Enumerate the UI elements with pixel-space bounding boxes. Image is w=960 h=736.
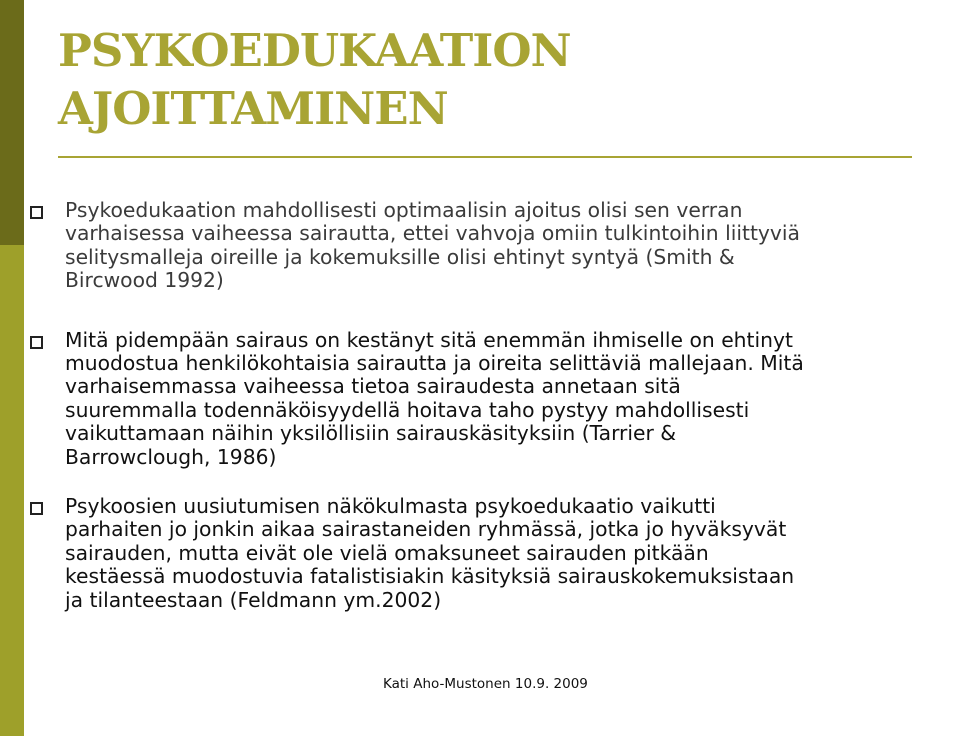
bullet-item bbox=[30, 329, 955, 469]
sidebar-accent-dark bbox=[0, 0, 24, 245]
slide-title: PSYKOEDUKAATION AJOITTAMINEN bbox=[58, 24, 571, 135]
bullet-item bbox=[30, 495, 955, 612]
bullet-text: Psykoosien uusiutumisen näkökulmasta psykoedukaatio vaikutti parhaiten jo jonkin aikaa sairastaneiden ryhmässä, jotka jo hyväksyvät sairauden, mutta eivät ole vielä omaksuneet sairauden pitkään kestäessä muodostuvia fatalistisiakin käsityksiä sairauskokemuksistaan ja tilanteestaan (Feldmann ym.2002) bbox=[65, 494, 795, 612]
sidebar-accent-light bbox=[0, 245, 24, 736]
bullet-spacer bbox=[30, 293, 955, 329]
square-bullet-icon bbox=[30, 206, 43, 219]
slide-footer: Kati Aho-Mustonen 10.9. 2009 bbox=[383, 676, 588, 692]
title-underline bbox=[58, 156, 912, 158]
square-bullet-icon bbox=[30, 336, 43, 349]
bullet-text: Mitä pidempään sairaus on kestänyt sitä enemmän ihmiselle on ehtinyt muodostua henkilökohtaisia sairautta ja oireita selittäviä mallejaan. Mitä varhaisemmassa vaiheessa tietoa sairaudesta annetaan sitä suuremmalla todennäköisyydellä hoitava taho pystyy mahdollisesti vaikuttamaan näihin yksilöllisiin sairauskäsityksiin (Tarrier & Barrowclough, 1986) bbox=[65, 327, 804, 469]
square-bullet-icon bbox=[30, 502, 43, 515]
bullet-item bbox=[30, 199, 955, 293]
bullet-list bbox=[30, 199, 955, 612]
bullet-text: Psykoedukaation mahdollisesti optimaalisin ajoitus olisi sen verran varhaisessa vaiheessa sairautta, ettei vahvoja omiin tulkintoihin liittyviä selitysmalleja oireille ja kokemuksille olisi ehtinyt syntyä (Smith & Bircwood 1992) bbox=[65, 198, 800, 293]
bullet-spacer bbox=[30, 469, 955, 495]
